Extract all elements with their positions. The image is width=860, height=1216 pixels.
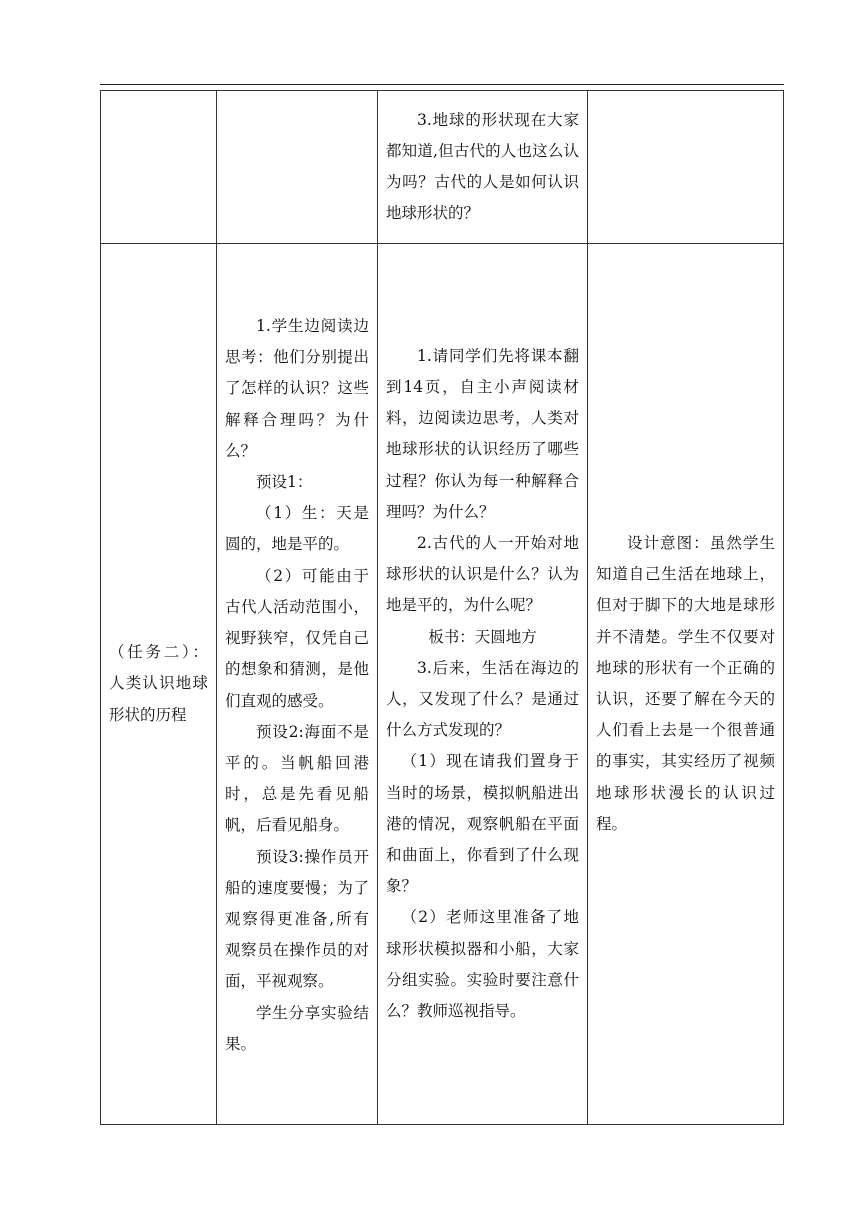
teacher-activity-cell: [378, 244, 588, 1125]
student-activity-text: 预设3:操作员开船的速度要慢；为了观察得更准备,所有观察员在操作员的对面，平视观察。: [225, 847, 369, 991]
student-activity-text: 预设1：: [256, 473, 313, 492]
lesson-plan-table: [100, 90, 784, 1125]
table-row: [101, 244, 784, 1125]
teacher-activity-cell: [378, 91, 588, 244]
empty-cell: [588, 91, 784, 244]
student-activity-text: （1）生：天是圆的，地是平的。: [225, 504, 369, 554]
teacher-activity-text: 1.请同学们先将课本翻到14页，自主小声阅读材料，边阅读边思考，人类对地球形状的认识经历了哪些过程？你认为每一种解释合理吗？为什么？: [386, 346, 579, 521]
design-intent-text: 设计意图：虽然学生知道自己生活在地球上，但对于脚下的大地是球形并不清楚。学生不仅要对地球的形状有一个正确的认识，还要了解在今天的人们看上去是一个很普通的事实，其实经历了视频地球形状漫长的认识过程。: [596, 533, 775, 833]
table-row: [101, 91, 784, 244]
teacher-activity-text: （1）现在请我们置身于当时的场景，模拟帆船进出港的情况，观察帆船在平面和曲面上，你看到了什么现象？: [386, 752, 579, 896]
student-activity-text: 学生分享实验结果。: [225, 1003, 369, 1053]
student-activity-cell: [217, 244, 378, 1125]
design-intent-cell: [588, 244, 784, 1125]
student-activity-text: 1.学生边阅读边思考：他们分别提出了怎样的认识？这些解释合理吗？为什么？: [225, 317, 369, 460]
student-activity-text: （2）可能由于古代人活动范围小，视野狭窄，仅凭自己的想象和猜测，是他们直观的感受。: [225, 566, 369, 710]
teacher-activity-text: 2.古代的人一开始对地球形状的认识是什么？认为地是平的，为什么呢？: [386, 533, 579, 615]
task-cell: [101, 244, 217, 1125]
empty-cell: [217, 91, 378, 244]
blackboard-note: 板书：天圆地方: [428, 627, 537, 646]
teacher-activity-text: （2）老师这里准备了地球形状模拟器和小船，大家分组实验。实验时要注意什么？教师巡视指导。: [386, 908, 579, 1021]
header-rule: [100, 84, 784, 85]
student-activity-text: 预设2:海面不是平的。当帆船回港时，总是先看见船帆，后看见船身。: [225, 722, 369, 835]
teacher-question: 3.地球的形状现在大家都知道,但古代的人也这么认为吗？古代的人是如何认识地球形状的？: [386, 110, 579, 223]
empty-cell: [101, 91, 217, 244]
task-title: （任务二）：人类认识地球形状的历程: [109, 643, 208, 724]
teacher-activity-text: 3.后来，生活在海边的人，又发现了什么？是通过什么方式发现的？: [386, 658, 579, 740]
